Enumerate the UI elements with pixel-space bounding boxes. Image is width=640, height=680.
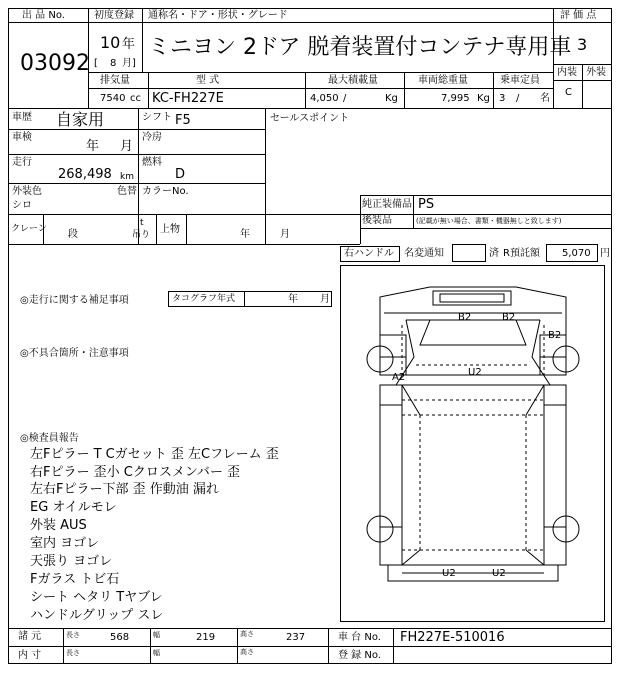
history-label: 車歴 <box>12 112 32 123</box>
rule <box>553 80 611 81</box>
rule <box>265 108 266 244</box>
first-reg-month-open: [ <box>94 58 98 69</box>
recycle-unit: 円 <box>600 248 610 259</box>
defects-label: ◎不具合箇所・注意事項 <box>20 348 129 359</box>
shift-value: F5 <box>175 113 191 128</box>
rule <box>8 628 611 629</box>
inner-width-label: 幅 <box>153 649 160 657</box>
damage-mark-u2-rear-right: U2 <box>492 568 506 579</box>
inner-height-label: 高さ <box>240 648 254 656</box>
rule <box>8 244 360 245</box>
shift-label: シフト <box>142 112 172 123</box>
report-line: EG オイルモレ <box>30 500 117 515</box>
name-change-label: 名変通知 <box>404 248 444 259</box>
crane-year-unit: 年 <box>240 229 250 240</box>
rule <box>413 195 414 228</box>
rule <box>244 291 245 307</box>
damage-mark-b2-right: B2 <box>548 330 562 341</box>
bed-dash-lines <box>402 400 544 550</box>
inspector-report-label: ◎検査員報告 <box>20 433 79 444</box>
mileage-label: 走行 <box>12 157 32 168</box>
genuine-label: 純正装備品 <box>362 199 412 210</box>
tacho-label: タコグラフ年式 <box>172 294 236 304</box>
sales-point-label: セールスポイント <box>270 113 350 124</box>
first-reg-month-unit: 月] <box>122 58 136 69</box>
rule <box>237 628 238 664</box>
interior-score: C <box>565 87 572 98</box>
lot-number: 03092 <box>20 51 90 76</box>
bed-cross <box>402 385 544 565</box>
report-line: シート ヘタリ Tヤブレ <box>30 590 163 605</box>
rule <box>88 88 553 89</box>
capacity-label: 乗車定員 <box>500 75 540 86</box>
rule <box>150 628 151 664</box>
max-load-value: 4,050 <box>310 93 339 104</box>
report-line: 天張り ヨゴレ <box>30 554 113 569</box>
width-value: 219 <box>196 632 216 643</box>
roof-marker-inner <box>440 294 504 302</box>
max-load-label: 最大積載量 <box>328 75 378 86</box>
crane-month-unit: 月 <box>280 229 290 240</box>
type-value: KC-FH227E <box>152 91 224 106</box>
type-label: 型 式 <box>196 75 220 86</box>
damage-mark-u2-cab: U2 <box>468 367 482 378</box>
rule <box>88 72 553 73</box>
genuine-value: PS <box>418 197 435 212</box>
rule <box>8 183 265 184</box>
report-line: Fガラス トビ石 <box>30 572 120 587</box>
gross-weight-label: 車両総重量 <box>418 75 468 86</box>
crane-stage-unit: 段 <box>68 229 78 240</box>
windshield <box>420 320 526 345</box>
rule <box>360 195 611 196</box>
damage-mark-b2-cab-left: B2 <box>458 312 472 323</box>
color-change-label: 色替 <box>117 186 137 197</box>
first-reg-label: 初度登録 <box>94 10 134 21</box>
max-load-unit: Kg <box>385 93 398 104</box>
rule <box>393 628 394 664</box>
height-label: 高さ <box>240 630 254 638</box>
exterior-label: 外装 <box>586 67 606 78</box>
registration-label: 登 録 No. <box>338 650 381 661</box>
chassis-label: 車 台 No. <box>338 632 381 643</box>
bed-outline <box>380 385 566 565</box>
rule <box>582 64 583 108</box>
report-line: 外装 AUS <box>30 518 87 533</box>
rule <box>148 72 149 108</box>
grade-label: 評 価 点 <box>560 10 597 21</box>
displacement-unit: cc <box>130 93 141 104</box>
rule <box>8 129 265 130</box>
interior-label: 内装 <box>557 67 577 78</box>
gross-weight-unit: Kg <box>477 93 490 104</box>
inspection-year-unit: 年 <box>86 139 100 154</box>
model-name: ミニヨン 2ドア 脱着装置付コンテナ専用車 <box>148 35 572 60</box>
length-value: 568 <box>110 632 130 643</box>
lot-label: 出 品 No. <box>22 10 65 21</box>
inspection-month-unit: 月 <box>120 139 134 154</box>
rule <box>404 72 405 108</box>
history-value: 自家用 <box>56 110 105 129</box>
crane-upper-label: 上物 <box>160 224 180 235</box>
color-label: 外装色 <box>12 186 42 197</box>
rule <box>8 22 611 23</box>
fuel-label: 燃料 <box>142 157 162 168</box>
rule <box>142 8 143 72</box>
driving-notes-label: ◎走行に関する補足事項 <box>20 295 129 306</box>
report-line: 室内 ヨゴレ <box>30 536 100 551</box>
max-load-slash: / <box>343 93 347 104</box>
name-change-box <box>452 244 486 262</box>
dims-label: 諸 元 <box>18 631 42 642</box>
first-reg-year-unit: 年 <box>122 37 136 52</box>
rule <box>8 214 611 215</box>
length-label: 長さ <box>66 631 80 639</box>
aftermarket-note: (記載が無い場合、書類・機器無しと致します) <box>416 217 562 225</box>
crane-ton-unit: t <box>140 218 144 228</box>
displacement-value: 7540 <box>100 93 126 104</box>
displacement-label: 排気量 <box>100 75 130 86</box>
color-code-label: カラーNo. <box>142 186 189 197</box>
bed-left-rail <box>380 385 402 565</box>
aftermarket-label: 後装品 <box>362 215 392 226</box>
rule <box>8 108 611 109</box>
report-line: 左右Fピラー下部 歪 作動油 漏れ <box>30 482 219 497</box>
tacho-month-unit: 月 <box>320 294 330 305</box>
recycle-prefix: 済 <box>489 248 499 259</box>
truck-diagram <box>340 265 606 623</box>
damage-mark-b2-cab-right: B2 <box>502 312 516 323</box>
height-value: 237 <box>286 632 306 643</box>
bed-inner-dash <box>420 415 526 550</box>
rule <box>156 214 157 244</box>
width-label: 幅 <box>153 631 160 639</box>
rule <box>493 72 494 108</box>
recycle-label: R預託額 <box>503 248 540 259</box>
damage-mark-a2-left: A2 <box>392 372 406 383</box>
rule <box>360 228 611 229</box>
color-value: シロ <box>12 200 32 211</box>
first-reg-month: 8 <box>110 58 117 69</box>
inspection-label: 車検 <box>12 132 32 143</box>
first-reg-year: 10 <box>100 33 121 52</box>
mileage-value: 268,498 <box>58 167 112 182</box>
rule <box>8 646 611 647</box>
mileage-unit: km <box>120 172 134 182</box>
model-label: 通称名・ドア・形状・グレード <box>148 10 288 21</box>
rule <box>328 628 329 664</box>
capacity-value: 3 <box>499 93 506 104</box>
rule <box>63 628 64 664</box>
report-line: 左Fピラー T Cガセット 歪 左Cフレーム 歪 <box>30 447 279 462</box>
tacho-year-unit: 年 <box>288 294 298 305</box>
aircon-label: 冷房 <box>142 132 162 143</box>
report-line: 右Fピラー 歪小 Cクロスメンバー 歪 <box>30 465 241 480</box>
score: 3 <box>577 35 588 54</box>
chassis-value: FH227E-510016 <box>400 630 505 645</box>
damage-mark-u2-rear-left: U2 <box>442 568 456 579</box>
bed-right-rail <box>544 385 566 565</box>
rule <box>186 214 187 244</box>
gross-weight-value: 7,995 <box>441 93 470 104</box>
capacity-unit: 名 <box>540 93 550 104</box>
recycle-amount: 5,070 <box>562 248 591 259</box>
report-line: ハンドルグリップ スレ <box>30 608 164 623</box>
crane-lift-label: 吊り <box>132 230 151 240</box>
roof-marker <box>433 291 511 305</box>
rule <box>305 72 306 108</box>
crane-label: クレーン <box>11 224 47 234</box>
rule <box>8 154 265 155</box>
rule <box>360 195 361 244</box>
rhd-label: 右ハンドル <box>344 248 394 259</box>
inner-length-label: 長さ <box>66 649 80 657</box>
fuel-value: D <box>175 167 186 182</box>
capacity-slash: / <box>516 93 520 104</box>
inner-dims-label: 内 寸 <box>18 650 42 661</box>
